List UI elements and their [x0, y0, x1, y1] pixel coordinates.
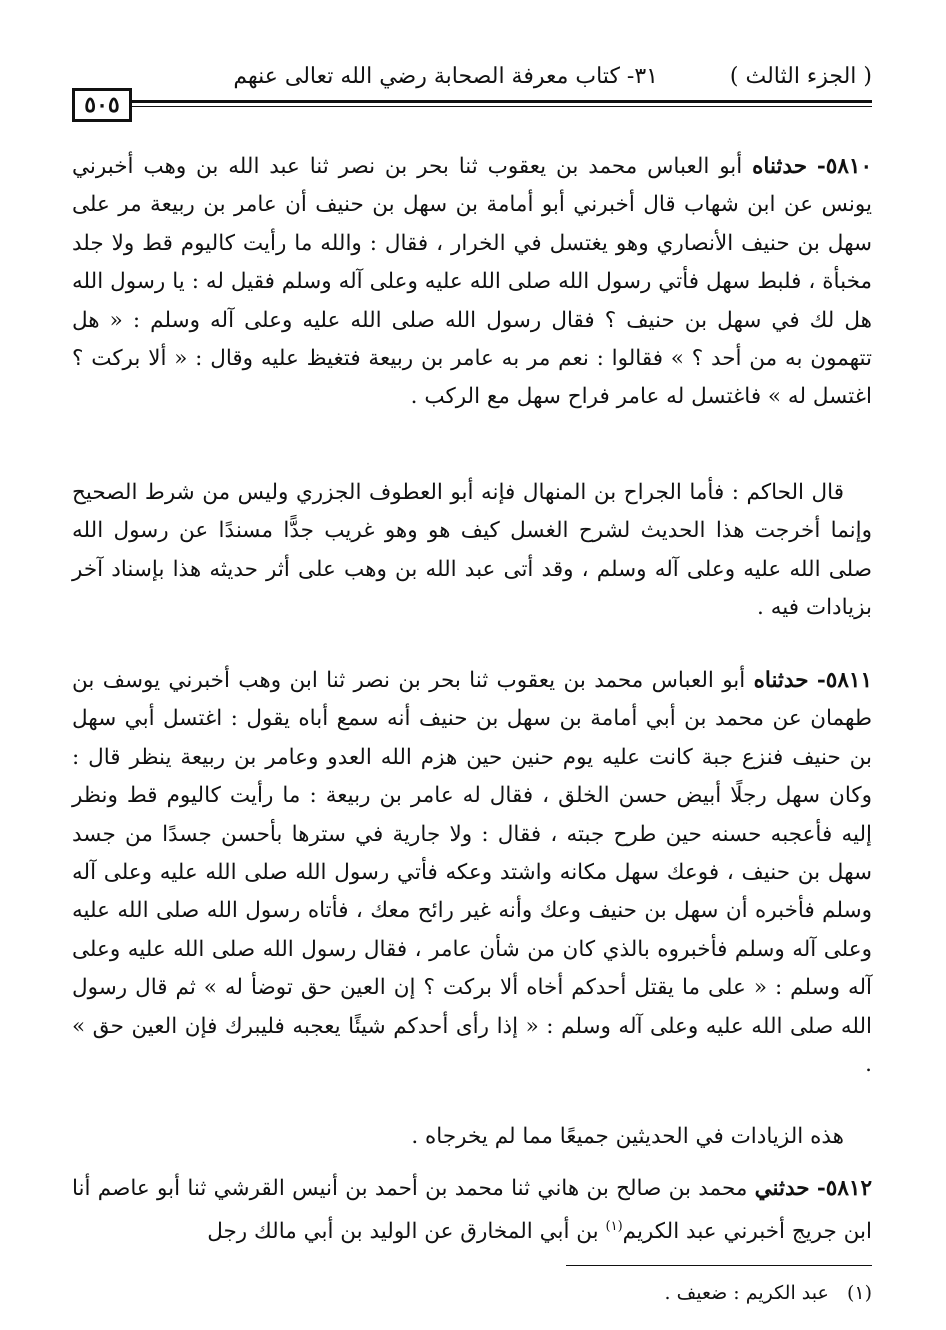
page-number-text: ٥٠٥ — [84, 92, 120, 118]
hadith-5810 — [72, 148, 872, 417]
book-title: ٣١- كتاب معرفة الصحابة رضي الله تعالى عنهم — [233, 64, 658, 89]
hadith-5811 — [72, 662, 872, 1084]
hadith-5812 — [72, 1170, 872, 1252]
hadith-number: ٥٨١٢- — [816, 1176, 872, 1201]
footnote-mark: (١) — [846, 1282, 872, 1304]
footnote-rule — [566, 1265, 872, 1266]
hadith-5811-text — [72, 662, 872, 1084]
hakim-comment-text: قال الحاكم : فأما الجراح بن المنهال فإنه أبو العطوف الجزري وليس من شرط الصحيح وإنما أخرجت هذا الحديث لشرح الغسل كيف هو وهو غريب جدًّا مسندًا عن رسول الله صلى الله عليه وعلى آله وسلم ، وقد أتى عبد الله بن وهب على أثر حديثه هذا بإسناد آخر بزيادات فيه . — [72, 480, 872, 621]
hadith-5812-text — [72, 1170, 872, 1252]
hadith-number: ٥٨١١- — [816, 668, 872, 693]
additions-note — [72, 1118, 872, 1156]
hakim-comment — [72, 474, 872, 628]
header-rule-thin — [132, 106, 872, 107]
hadith-body: محمد بن صالح بن هاني ثنا محمد بن أحمد بن أنيس القرشي ثنا أبو عاصم أنا ابن جريج أخبرني عبد الكريم — [72, 1176, 872, 1245]
hadith-5810-text — [72, 148, 872, 417]
footnote — [72, 1282, 872, 1304]
hadith-body-continued: بن أبي المخارق عن الوليد بن أبي مالك رجل — [207, 1219, 606, 1245]
hadith-number: ٥٨١٠- — [816, 154, 872, 179]
hadith-body: أبو العباس محمد بن يعقوب ثنا بحر بن نصر ثنا ابن وهب أخبرني يوسف بن طهمان عن محمد بن أبي أمامة بن سهل بن حنيف أنه سمع أباه يقول : اغتسل أبي سهل بن حنيف فنزع جبة كانت عليه يوم حنين حين هزم الله العدو وعامر بن ربيعة ينظر قال : وكان سهل رجلًا أبيض حسن الخلق ، فقال له عامر بن ربيعة : ما رأيت كاليوم قط ونظر إليه فأعجبه حسنه حين طرح جبته ، فقال : ولا جارية في سترها بأحسن جسدًا من جسد سهل بن حنيف ، فوعك سهل مكانه واشتد وعكه فأتي رسول الله صلى الله عليه وعلى آله وسلم فأخبره أن سهل بن حنيف وعك وأنه غير رائح معك ، فأتاه رسول الله صلى الله عليه وعلى آله وسلم فأخبروه بالذي كان من شأن عامر ، فقال رسول الله صلى الله عليه وعلى آله وسلم : « على ما يقتل أحدكم أخاه ألا بركت ؟ إن العين حق توضأ له » ثم قال رسول الله صلى الله عليه وعلى آله وسلم : « إذا رأى أحدكم شيئًا يعجبه فليبرك فإن العين حق » . — [72, 668, 872, 1078]
hadith-keyword: حدثناه — [753, 668, 809, 693]
footnote-text: عبد الكريم : ضعيف . — [664, 1282, 829, 1304]
hadith-keyword: حدثني — [754, 1176, 810, 1201]
footnote-reference: (١) — [605, 1219, 623, 1235]
volume-label: ( الجزء الثالث ) — [729, 64, 872, 89]
hadith-keyword: حدثناه — [752, 154, 807, 179]
additions-note-text: هذه الزيادات في الحديثين جميعًا مما لم يخرجاه . — [411, 1124, 844, 1149]
page-number — [72, 88, 132, 122]
hadith-body: أبو العباس محمد بن يعقوب ثنا بحر بن نصر ثنا عبد الله بن وهب أخبرني يونس عن ابن شهاب قال أخبرني أبو أمامة بن سهل بن حنيف أن عامر بن ربيعة مر على سهل بن حنيف الأنصاري وهو يغتسل في الخرار ، فقال : والله ما رأيت كاليوم قط ولا جلد مخبأة ، فلبط سهل فأتي رسول الله صلى الله عليه وعلى آله وسلم فقيل له : يا رسول الله هل لك في سهل بن حنيف ؟ فقال رسول الله صلى الله عليه وعلى آله وسلم : « هل تتهمون به من أحد ؟ » فقالوا : نعم مر به عامر بن ربيعة فتغيظ عليه وقال : « ألا بركت ؟ اغتسل له » فاغتسل له عامر فراح سهل مع الركب . — [72, 154, 872, 410]
running-header — [72, 64, 872, 124]
header-rule — [132, 100, 872, 103]
